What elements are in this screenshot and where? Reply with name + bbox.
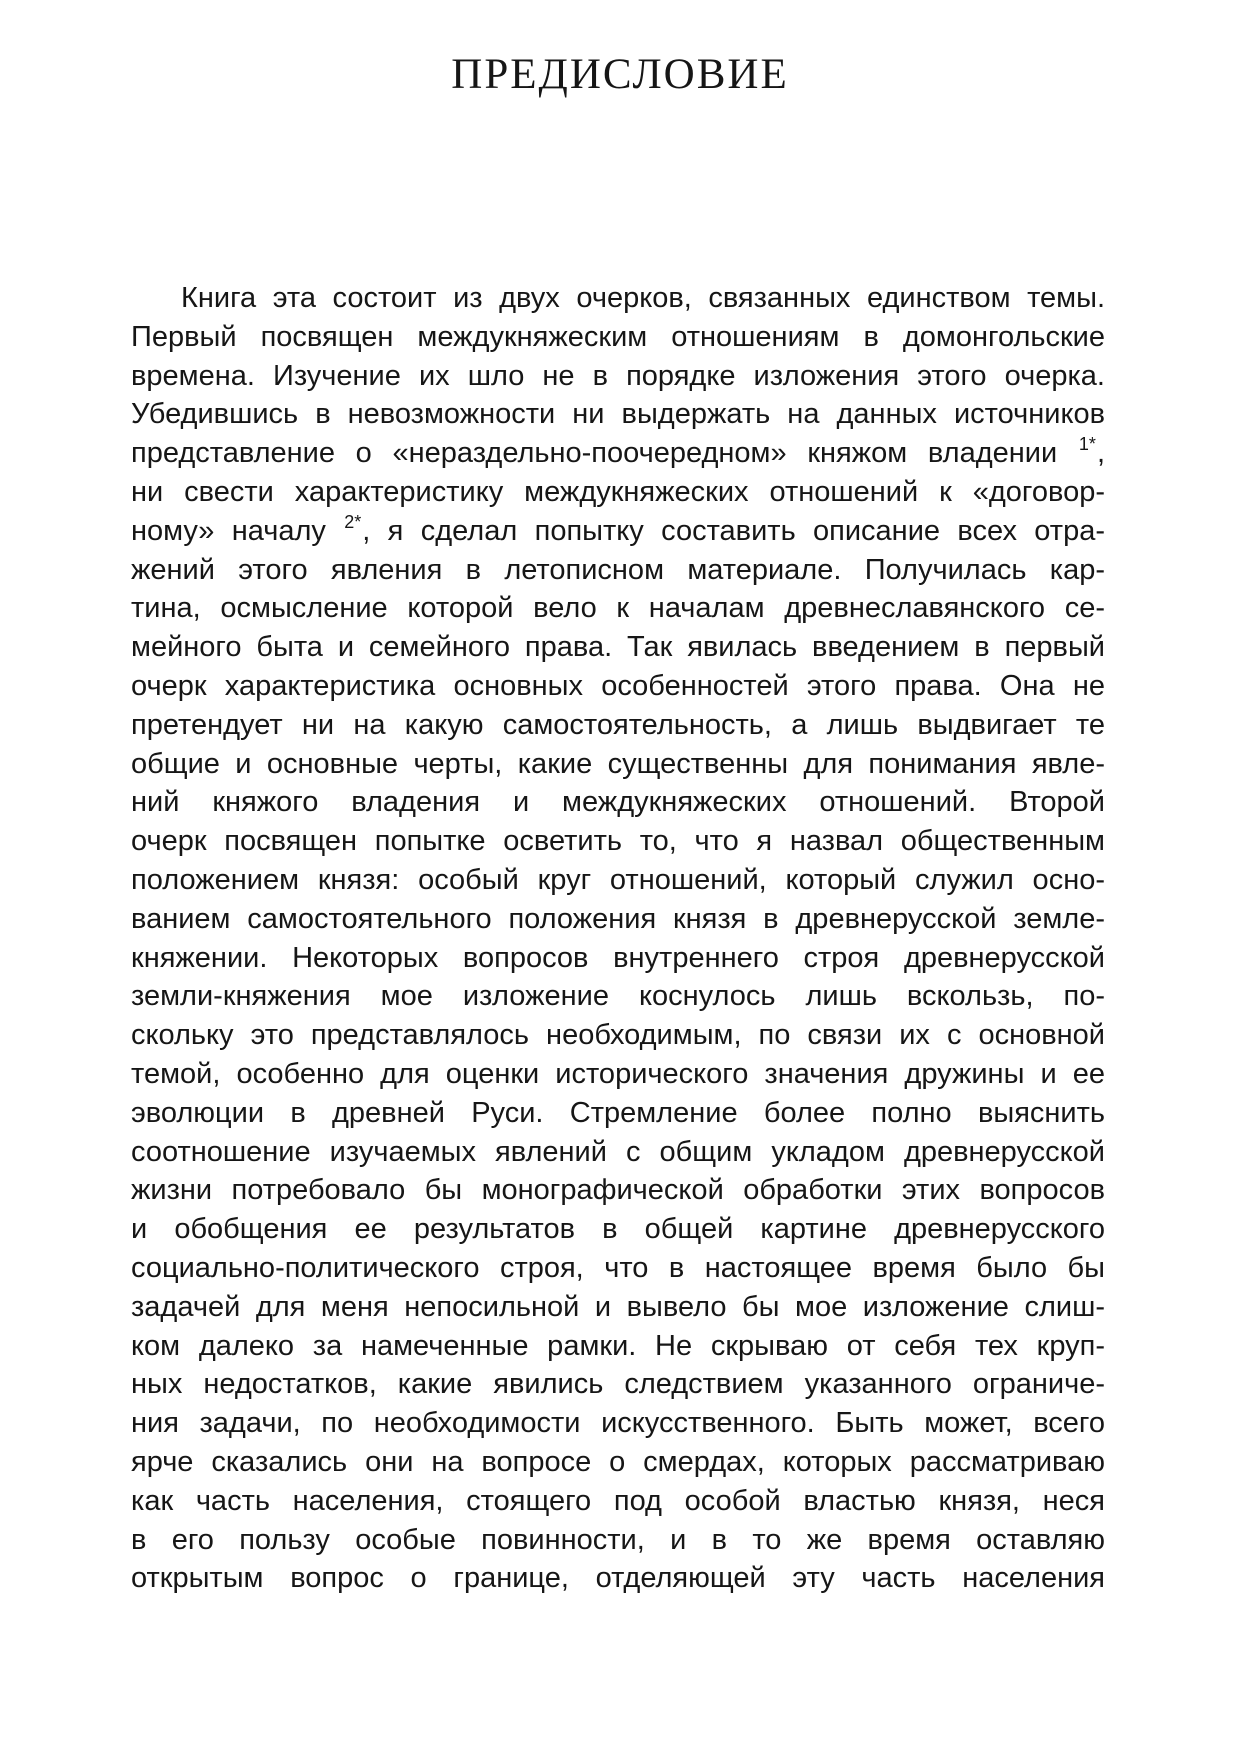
text-line: ни свести характеристику междукняжеских отношений к «договор- — [131, 475, 1105, 508]
footnote-mark-2: 2* — [344, 511, 362, 532]
text-line: открытым вопрос о границе, отделяющей эту часть населения — [131, 1562, 1105, 1595]
text-line: ком далеко за намеченные рамки. Не скрываю от себя тех круп- — [131, 1329, 1105, 1362]
text-line: социально-политического строя, что в настоящее время было бы — [131, 1251, 1105, 1284]
text-line: Книга эта состоит из двух очерков, связанных единством темы. — [181, 282, 1105, 314]
text-line: общие и основные черты, какие существенны для понимания явле- — [131, 747, 1105, 780]
text-line: очерк характеристика основных особенностей этого права. Она не — [131, 669, 1105, 702]
text-line: ных недостатков, какие явились следствием указанного ограниче- — [131, 1368, 1105, 1401]
text-line: ния задачи, по необходимости искусственного. Быть может, всего — [131, 1407, 1105, 1440]
text-line: княжении. Некоторых вопросов внутреннего строя древнерусской — [131, 941, 1105, 974]
text-line: как часть населения, стоящего под особой властью князя, неся — [131, 1484, 1105, 1517]
text-line-with-footnote — [131, 512, 1105, 551]
text-line: времена. Изучение их шло не в порядке изложения этого очерка. — [131, 359, 1105, 392]
text-line: Первый посвящен междукняжеским отношениям в домонгольские — [131, 320, 1105, 353]
text-line-segment: ному» началу — [131, 514, 326, 547]
text-line: претендует ни на какую самостоятельность, а лишь выдвигает те — [131, 708, 1105, 741]
text-line: соотношение изучаемых явлений с общим укладом древнерусской — [131, 1135, 1105, 1168]
footnote-trailing-comma: , — [1096, 437, 1105, 470]
text-line: эволюции в древней Руси. Стремление более полно выяснить — [131, 1096, 1105, 1129]
text-line: Убедившись в невозможности ни выдержать на данных источников — [131, 398, 1105, 431]
text-line: очерк посвящен попытке осветить то, что я назвал общественным — [131, 825, 1105, 858]
text-line: и обобщения ее результатов в общей картине древнерусского — [131, 1213, 1105, 1246]
text-line: ярче сказались они на вопросе о смердах, которых рассматриваю — [131, 1445, 1105, 1478]
text-line: тина, осмысление которой вело к началам древнеславянского се- — [131, 592, 1105, 625]
text-line-with-footnote — [131, 434, 1105, 473]
text-line: жизни потребовало бы монографической обработки этих вопросов — [131, 1174, 1105, 1207]
page-title: ПРЕДИСЛОВИЕ — [451, 51, 789, 98]
text-line: ванием самостоятельного положения князя в древнерусской земле- — [131, 902, 1105, 935]
text-line-segment: представление о «нераздельно-поочередном» княжом владении — [131, 437, 1058, 470]
text-line: жений этого явления в летописном материале. Получилась кар- — [131, 553, 1105, 586]
text-line-segment: , я сделал попытку составить описание всех отра- — [362, 514, 1105, 547]
text-line: в его пользу особые повинности, и в то же время оставляю — [131, 1523, 1105, 1556]
text-line: задачей для меня непосильной и вывело бы мое изложение слиш- — [131, 1290, 1105, 1323]
text-line: земли-княжения мое изложение коснулось лишь вскользь, по- — [131, 980, 1105, 1013]
text-line: скольку это представлялось необходимым, по связи их с основной — [131, 1019, 1105, 1052]
text-line: положением князя: особый круг отношений, который служил осно- — [131, 863, 1105, 896]
text-line: мейного быта и семейного права. Так явилась введением в первый — [131, 631, 1105, 664]
footnote-mark-1: 1* — [1078, 434, 1096, 455]
preface-paragraph — [131, 279, 1105, 1598]
text-line: темой, особенно для оценки исторического значения дружины и ее — [131, 1057, 1105, 1090]
text-line: ний княжого владения и междукняжеских отношений. Второй — [131, 786, 1105, 819]
